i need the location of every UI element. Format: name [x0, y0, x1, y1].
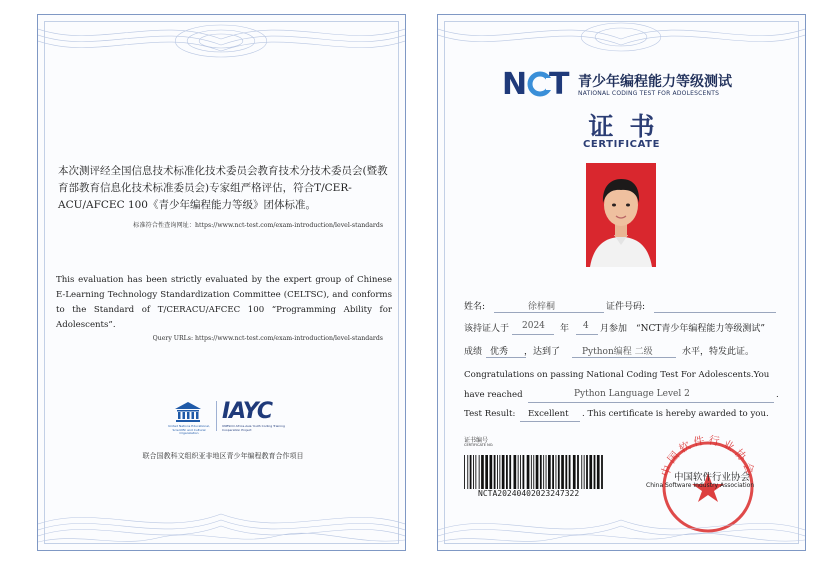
- exam-name: “NCT青少年编程能力等级测试”: [636, 324, 765, 334]
- en-intro-text: This evaluation has been strictly evaluated by the expert group of Chinese E-Learning Technology Standardization Committee (CELTSC), and conforms to the Standard of T/CERACU/AFCEC 100 “Programming Ability for Adolescents”.: [56, 275, 392, 330]
- level-en: Python Language Level 2: [574, 389, 690, 399]
- partner-caption: 联合国教科文组织亚非地区青少年编程教育合作项目: [142, 452, 304, 460]
- name-label: 姓名:: [464, 302, 486, 312]
- certificate-back-page: [37, 14, 406, 551]
- nct-logo-icon: [502, 65, 576, 101]
- have-reached-text: have reached: [464, 390, 523, 400]
- test-result-label: Test Result:: [464, 409, 516, 419]
- congrats-text: Congratulations on passing National Coding Test For Adolescents.You: [464, 370, 770, 380]
- guilloche-bottom-decoration: [38, 480, 405, 550]
- cert-no-small-label: 证书编号: [464, 437, 489, 444]
- reach-cn: ，达到了: [524, 347, 561, 357]
- awarded-text: . This certificate is hereby awarded to you.: [582, 409, 769, 419]
- certificate-number: NCTA20240402023247322: [478, 489, 580, 498]
- seal-arc-text: 中国软件行业协会: [658, 433, 758, 479]
- partner-logos: [166, 401, 296, 441]
- svg-text:T: T: [549, 67, 570, 101]
- year-label: 年: [560, 324, 570, 334]
- brand-title-cn: 青少年编程能力等级测试: [578, 74, 732, 90]
- issuer-name-en: China Software Industry Association: [646, 482, 755, 489]
- certificate-title-cn: 证书: [588, 112, 671, 141]
- certificate-title-en: CERTIFICATE: [582, 139, 661, 150]
- cn-query-url: 标准符合性查询网址：https://www.nct-test.com/exam-introduction/level-standards: [133, 222, 383, 229]
- svg-text:N: N: [502, 67, 528, 101]
- iayc-caption: UNESCO Africa-Asia Youth Coding Training Cooperation Project: [222, 424, 285, 432]
- cert-no-underline: [654, 301, 776, 313]
- certificate-front-page: [437, 14, 806, 551]
- level-cn: Python编程 二级: [582, 347, 653, 357]
- brand-title-en: NATIONAL CODING TEST FOR ADOLESCENTS: [578, 90, 720, 97]
- cert-no-label: 证件号码:: [606, 302, 646, 312]
- issuer-name-cn: 中国软件行业协会: [674, 472, 751, 483]
- test-result-value: Excellent: [528, 409, 569, 419]
- level-en-period: .: [776, 390, 779, 400]
- guilloche-top-decoration: [38, 15, 405, 85]
- cn-intro-text: 本次测评经全国信息技术标准化技术委员会教育技术分技术委员会(暨教育部教育信息化技术标准委员会)专家组严格评估，符合T/CER-ACU/AFCEC 100《青少年编程能力等级》团体标准。: [58, 165, 388, 211]
- name-row: [464, 299, 485, 312]
- exam-year: 2024: [522, 321, 545, 331]
- result-prefix: 成绩: [464, 347, 483, 357]
- cert-no-small-label-en: CERTIFICATE NO.: [464, 443, 494, 447]
- guilloche-bottom-decoration: [438, 480, 805, 550]
- month-label: 月参加: [600, 324, 628, 334]
- en-query-url: Query URLs: https://www.nct-test.com/exam-introduction/level-standards: [152, 335, 383, 342]
- name-value: 徐梓桐: [528, 302, 556, 312]
- unesco-temple-icon: [174, 401, 202, 423]
- suffix-cn: 水平，特发此证。: [682, 347, 755, 357]
- iayc-logo: IAYC: [222, 399, 272, 424]
- unesco-caption: United Nations Educational, Scientific and Cultural Organization: [168, 424, 210, 435]
- holder-photo: [586, 163, 656, 267]
- logo-divider: [216, 401, 217, 431]
- holder-prefix: 该持证人于: [464, 324, 510, 334]
- exam-month: 4: [583, 321, 589, 331]
- result-cn: 优秀: [490, 347, 509, 357]
